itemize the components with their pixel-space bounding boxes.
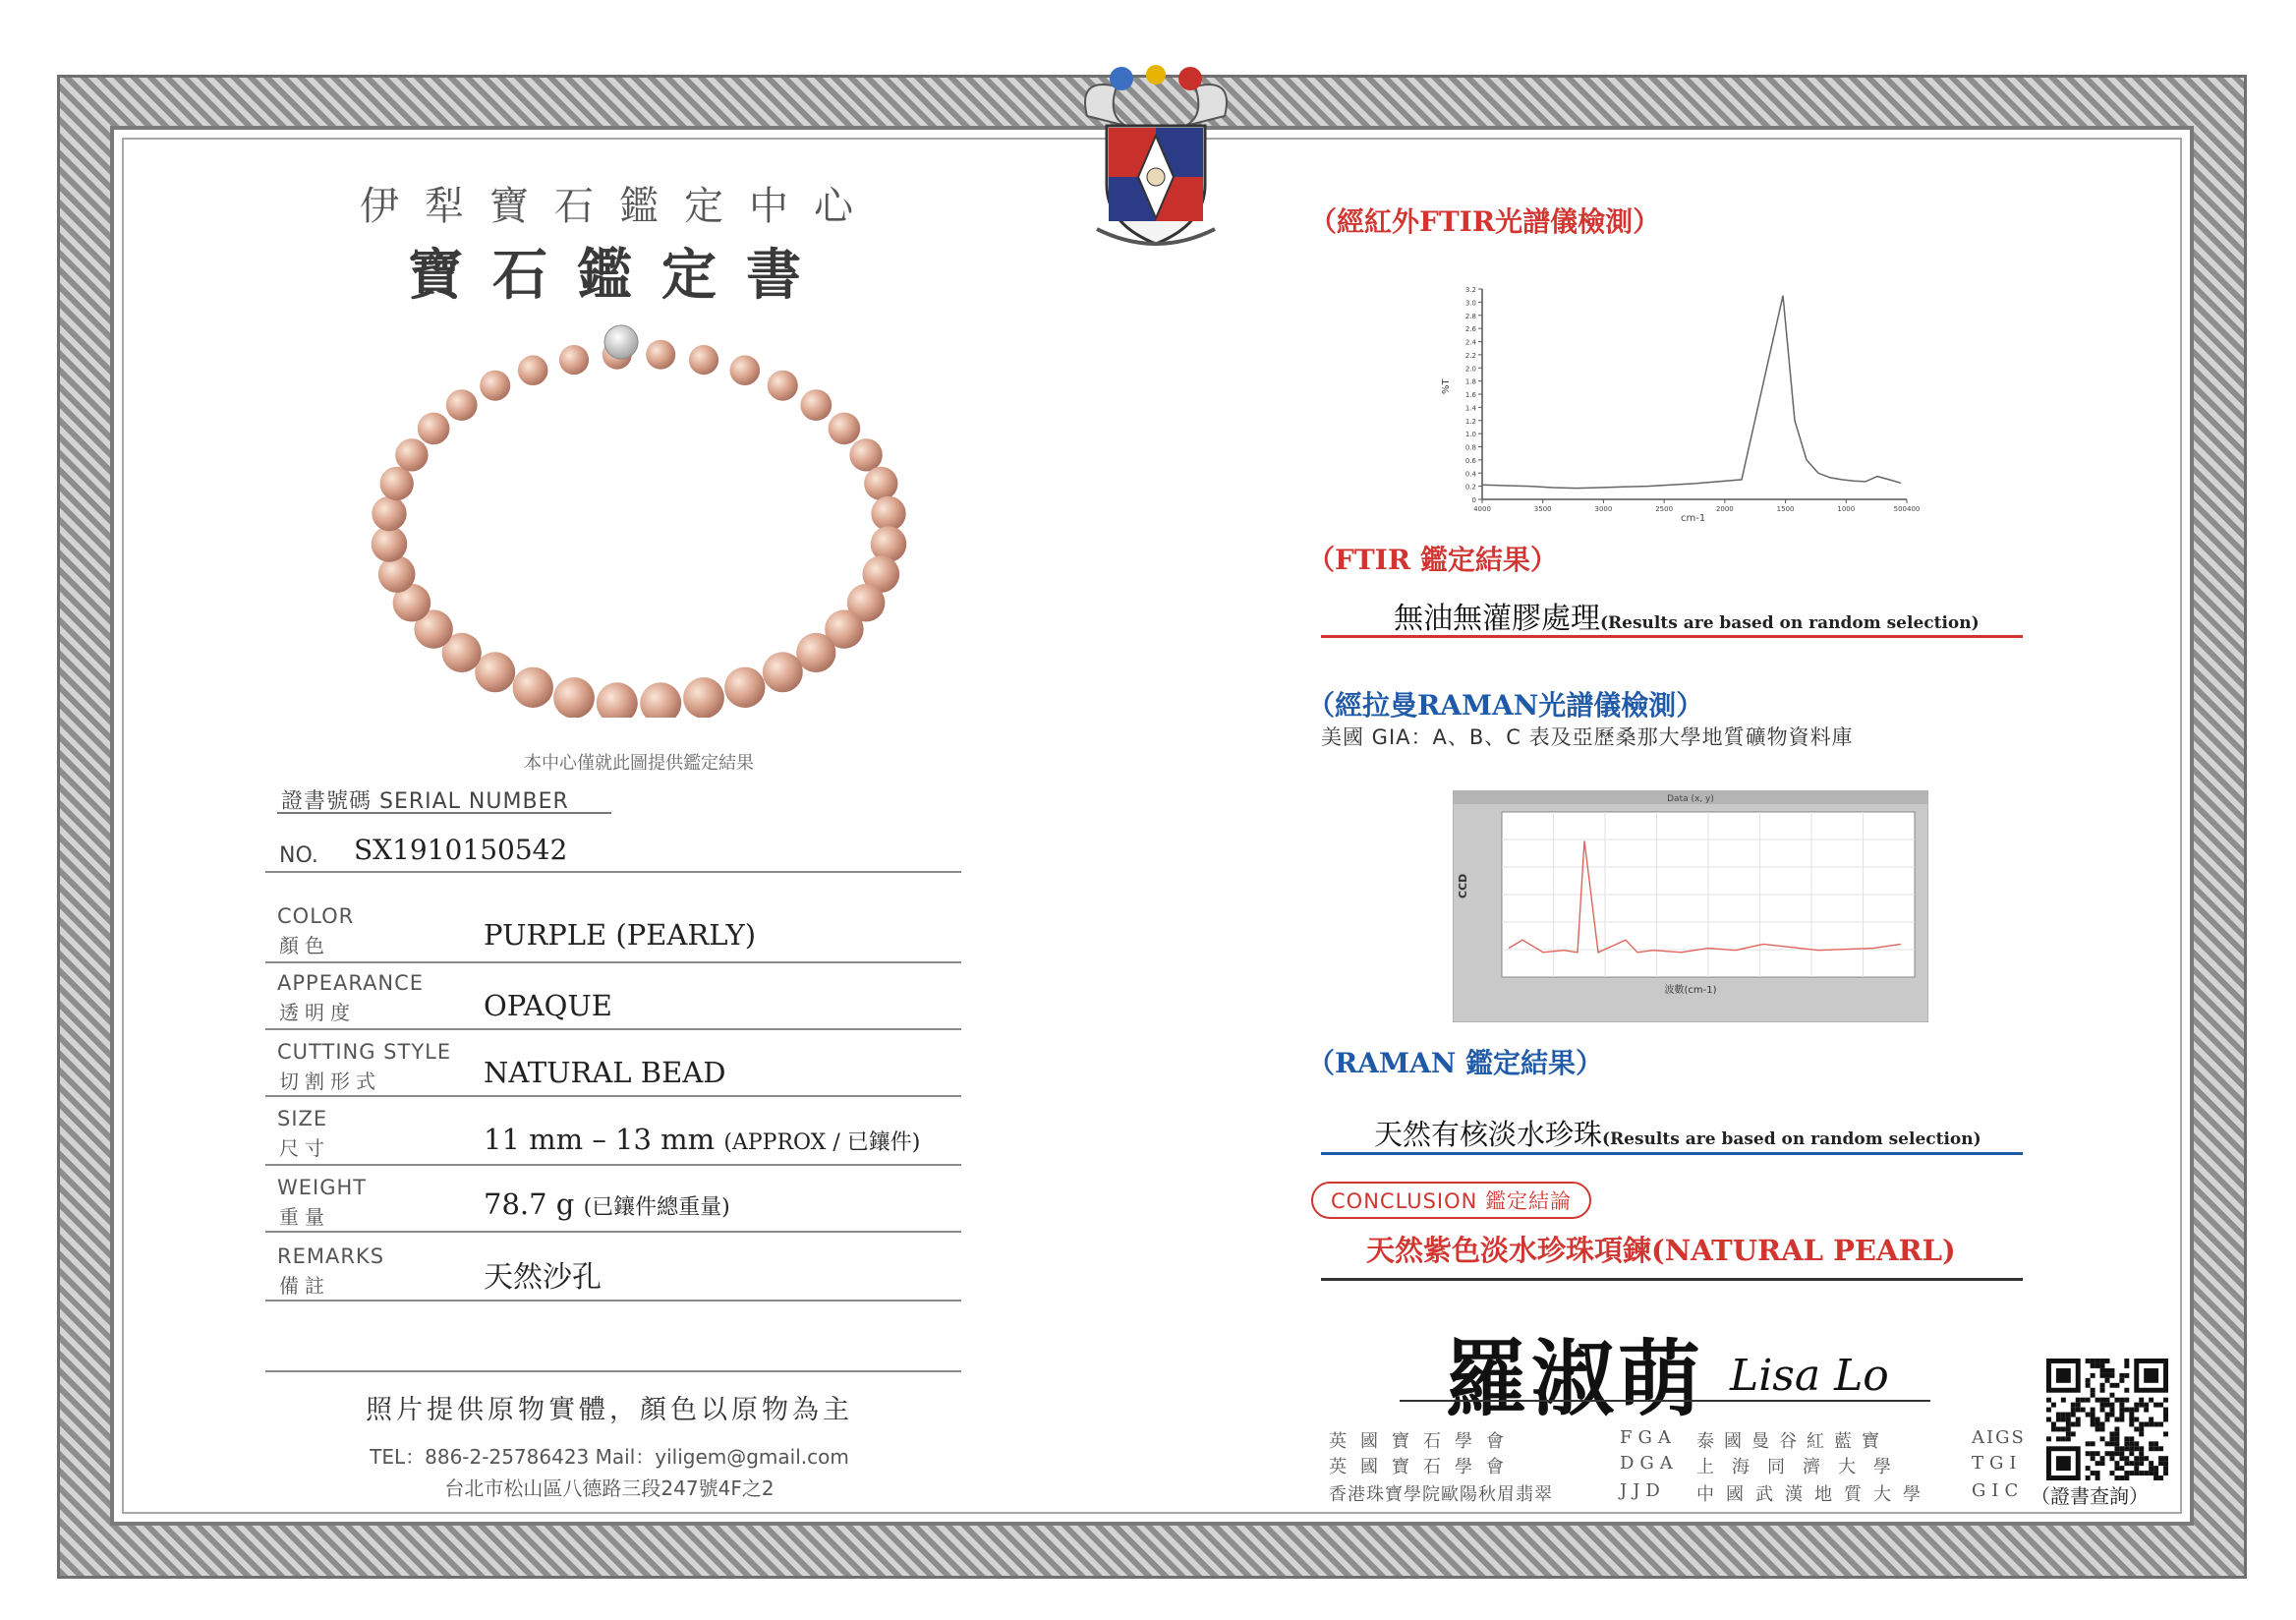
pearl-bead (446, 389, 478, 421)
pearl-bead (689, 345, 718, 375)
ftir-ytick-label: 1.2 (1464, 417, 1476, 426)
pearl-bead (683, 677, 724, 718)
raman-chart (1453, 790, 1928, 1022)
serial-no-label: NO. (279, 843, 318, 868)
field-label-en: REMARKS (277, 1244, 385, 1268)
pearl-bead (559, 345, 589, 375)
field-value (484, 1187, 730, 1221)
pearl-bead (395, 438, 428, 471)
ftir-ytick-label: 0 (1471, 496, 1476, 504)
ftir-ytick-label: 1.6 (1464, 391, 1476, 399)
ftir-xtick-label: 3000 (1594, 505, 1613, 513)
ftir-ytick-label: 0.2 (1464, 483, 1476, 492)
field-label-zh: 顏色 (279, 934, 330, 957)
conclusion-underline (1321, 1278, 2023, 1281)
raman-title: Data (x, y) (1667, 794, 1714, 804)
ftir-ytick-label: 1.0 (1464, 431, 1476, 439)
field-value: 天然沙孔 (484, 1260, 602, 1295)
ftir-ytick-label: 0.4 (1464, 470, 1476, 479)
ftir-ytick-label: 1.8 (1464, 377, 1476, 386)
row-divider (265, 1370, 961, 1372)
ftir-heading: （經紅外FTIR光譜儀檢測） (1309, 205, 1661, 238)
row-divider (265, 961, 961, 963)
crest-emblem (1067, 57, 1244, 254)
credential-text: 中國武漢地質大學 (1696, 1484, 1932, 1505)
ftir-ytick-label: 2.4 (1464, 338, 1476, 347)
pearl-bead (646, 340, 675, 370)
field-label-zh: 切割形式 (279, 1070, 381, 1093)
pearl-bead (864, 467, 897, 500)
qr-label: （證書查詢） (2031, 1484, 2149, 1508)
field-label-zh: 備註 (279, 1274, 330, 1298)
credential-code: AIGS (1972, 1427, 2026, 1448)
contact-info: TEL：886-2-25786423 Mail：yiligem@gmail.com (370, 1445, 849, 1469)
ftir-ytick-label: 1.4 (1464, 404, 1476, 413)
size-value: 11 mm – 13 mm (484, 1123, 716, 1156)
field-value: OPAQUE (484, 989, 612, 1022)
raman-ylabel: CCD (1457, 873, 1469, 898)
field-label-en: SIZE (277, 1107, 328, 1130)
document-title: 寶石鑑定書 (408, 243, 831, 308)
ftir-result-note: (Results are based on random selection) (1600, 613, 1980, 633)
pearl-bead (640, 682, 681, 718)
ftir-ytick-label: 2.8 (1464, 312, 1476, 320)
ftir-result-text: 無油無灌膠處理 (1394, 602, 1600, 636)
pearl-bead (513, 667, 553, 708)
row-divider (265, 1231, 961, 1233)
ftir-result (1394, 594, 1980, 637)
row-divider (265, 871, 961, 873)
raman-result-underline (1321, 1152, 2023, 1155)
size-note: (APPROX / 已鑲件) (723, 1130, 921, 1155)
field-label-zh: 透明度 (279, 1001, 356, 1024)
pearl-bead (597, 682, 638, 718)
ftir-ytick-label: 2.6 (1464, 325, 1476, 334)
ftir-ytick-label: 0.6 (1464, 456, 1476, 465)
pearl-bead (800, 389, 832, 421)
ftir-result-heading: （FTIR 鑑定結果） (1307, 544, 1558, 576)
ftir-xtick-label: 1500 (1776, 505, 1795, 513)
credential-text: 泰國曼谷紅藍寶 (1696, 1431, 1889, 1452)
raman-database: 美國 GIA：A、B、C 表及亞歷桑那大學地質礦物資料庫 (1321, 725, 1854, 749)
field-label-en: APPEARANCE (277, 971, 425, 995)
pearl-bead (380, 467, 414, 500)
pearl-bead (518, 355, 548, 385)
pearl-bead (871, 496, 905, 531)
ftir-ytick-label: 0.8 (1464, 443, 1476, 452)
credential-text: 英國寶石學會 (1329, 1431, 1518, 1452)
raman-result-note: (Results are based on random selection) (1602, 1129, 1981, 1149)
ftir-ytick-label: 2.0 (1464, 365, 1476, 374)
field-value (484, 1123, 920, 1156)
pearl-bead (372, 496, 406, 531)
row-divider (265, 1095, 961, 1097)
raman-heading: （經拉曼RAMAN光譜儀檢測） (1307, 689, 1704, 722)
field-label-zh: 重量 (279, 1205, 330, 1229)
center-name: 伊犁寶石鑑定中心 (360, 184, 879, 229)
pearl-bead (553, 677, 595, 718)
ftir-xtick-label: 1000 (1837, 505, 1856, 513)
ftir-xtick-label: 2000 (1715, 505, 1734, 513)
field-label-en: COLOR (277, 904, 355, 928)
pearl-bead (796, 633, 835, 672)
ftir-ylabel: %T (1441, 378, 1452, 394)
serial-number: SX1910150542 (354, 834, 568, 866)
raman-result-text: 天然有核淡水珍珠 (1374, 1118, 1603, 1151)
ftir-xtick-label: 4000 (1473, 505, 1491, 513)
pearl-bead (849, 438, 882, 471)
pearl-bead (475, 652, 515, 692)
credential-code: JJD (1620, 1480, 1666, 1501)
photo-note: 照片提供原物實體，顏色以原物為主 (366, 1395, 853, 1425)
qr-code-icon[interactable] (2046, 1359, 2168, 1480)
weight-note: (已鑲件總重量) (583, 1195, 730, 1220)
credential-code: FGA (1620, 1427, 1677, 1448)
serial-underline (277, 812, 611, 814)
row-divider (265, 1300, 961, 1302)
pearl-bead (768, 371, 798, 401)
signature-english: Lisa Lo (1730, 1351, 1889, 1401)
signature-line (1400, 1400, 1930, 1402)
pearl-necklace-photo (354, 324, 924, 718)
ftir-xlabel: cm-1 (1681, 513, 1706, 524)
field-value: PURPLE (PEARLY) (484, 918, 757, 952)
ftir-xtick-label: 3500 (1533, 505, 1552, 513)
conclusion-heading-text: CONCLUSION 鑑定結論 (1331, 1189, 1573, 1213)
conclusion-text: 天然紫色淡水珍珠項鍊(NATURAL PEARL) (1366, 1234, 1956, 1267)
credential-code: TGI (1972, 1453, 2023, 1474)
signature-chinese: 羅淑萌 (1445, 1330, 1705, 1427)
pearl-bead (418, 413, 450, 445)
row-divider (265, 1164, 961, 1166)
field-label-en: CUTTING STYLE (277, 1040, 452, 1064)
ftir-ytick-label: 2.2 (1464, 351, 1476, 360)
field-label-zh: 尺寸 (279, 1136, 330, 1160)
credential-code: DGA (1620, 1453, 1679, 1474)
conclusion-heading (1311, 1182, 1591, 1219)
field-value: NATURAL BEAD (484, 1056, 726, 1089)
raman-result (1374, 1113, 1981, 1153)
ftir-series-line (1482, 296, 1901, 489)
pearl-bead (730, 355, 761, 385)
pearl-bead (763, 652, 803, 692)
credential-text: 英國寶石學會 (1329, 1457, 1518, 1477)
ftir-ytick-label: 3.2 (1464, 286, 1476, 294)
pearl-bead (829, 413, 861, 445)
credential-text: 上海同濟大學 (1696, 1457, 1909, 1477)
credential-text: 香港珠寶學院歐陽秋眉翡翠 (1329, 1484, 1553, 1505)
ftir-ytick-label: 3.0 (1464, 299, 1476, 308)
photo-caption: 本中心僅就此圖提供鑑定結果 (524, 753, 754, 774)
pearl-bead (724, 667, 765, 708)
address: 台北市松山區八德路三段247號4F之2 (444, 1476, 775, 1500)
pearl-bead (480, 371, 510, 401)
credential-code: GIC (1972, 1480, 2025, 1501)
weight-value: 78.7 g (484, 1187, 575, 1221)
field-label-en: WEIGHT (277, 1176, 368, 1199)
ftir-xtick-label: 500400 (1893, 505, 1921, 513)
serial-label: 證書號碼 SERIAL NUMBER (281, 789, 569, 814)
ftir-result-underline (1321, 635, 2023, 638)
raman-result-heading: （RAMAN 鑑定結果） (1307, 1047, 1604, 1079)
pearl-bead (372, 526, 408, 562)
raman-xlabel: 波數(cm-1) (1664, 985, 1717, 996)
ftir-chart (1435, 281, 1946, 527)
ftir-xtick-label: 2500 (1655, 505, 1674, 513)
row-divider (265, 1028, 961, 1030)
